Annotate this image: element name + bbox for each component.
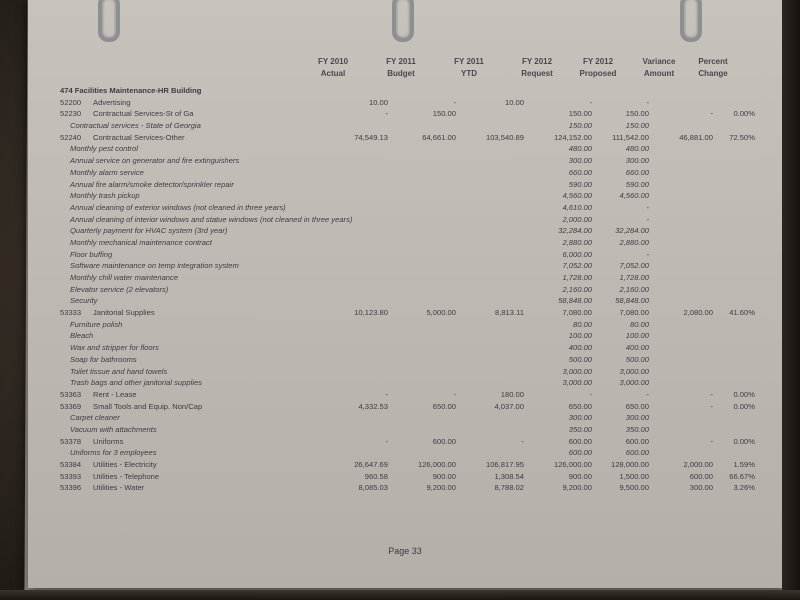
cell-request: 3,000.00 [562,378,592,388]
detail-row [28,203,782,215]
cell-proposed: 1,728.00 [619,273,649,282]
budget-page [28,0,782,588]
cell-proposed: 350.00 [625,424,649,434]
line-item-label: Soap for bathrooms [70,354,137,364]
detail-row [28,261,782,273]
line-item-label: Quarterly payment for HVAC system (3rd year) [70,226,228,236]
account-code: 52230 [60,109,82,119]
cell-request: 7,080.00 [562,308,592,318]
cell-percent: 66.67% [729,471,755,481]
line-item-label: Contractual Services-St of Ga [93,109,194,119]
detail-row [28,448,782,460]
cell-request: - [589,97,592,107]
cell-proposed: 300.00 [625,156,649,166]
account-code: 53363 [60,389,82,399]
detail-row [28,226,782,238]
line-item-label: Contractual Services-Other [93,132,185,142]
table-row [28,460,782,472]
detail-row [28,250,782,262]
line-item-label: Software maintenance on temp integration system [70,261,239,271]
line-item-label: Advertising [93,97,131,107]
cell-request: 900.00 [568,471,592,481]
cell-proposed: 80.00 [629,319,649,329]
detail-row [28,238,782,250]
cell-request: 300.00 [568,156,592,166]
cell-ytd: 4,037.00 [494,401,524,411]
cell-proposed: 480.00 [625,144,649,154]
section-header [28,86,782,98]
cell-request: 9,200.00 [562,483,592,493]
cell-request: 2,880.00 [562,237,592,247]
cell-proposed: 7,052.00 [619,261,649,271]
cell-request: 300.00 [568,413,592,423]
table-edge [0,590,800,600]
cell-budget: - [453,97,456,107]
cell-request: 2,000.00 [562,214,592,224]
cell-actual: 10,123.80 [354,308,388,318]
cell-proposed: 150.00 [625,109,649,119]
cell-percent: 0.00% [733,436,755,446]
line-item-label: Uniforms for 3 employees [70,448,157,458]
cell-proposed: 111,542.00 [612,132,649,142]
table-row [28,472,782,484]
cell-request: 7,052.00 [562,261,592,271]
line-item-label: Security [70,296,98,306]
cell-ytd: 10.00 [504,97,524,107]
cell-proposed: 150.00 [625,121,649,131]
cell-actual: 4,332.53 [358,401,388,411]
cell-proposed: - [646,214,649,224]
cell-actual: 960.58 [364,471,388,481]
cell-variance: - [710,401,713,411]
cell-proposed: 9,500.00 [619,483,649,493]
binder-ring-middle [392,0,414,42]
line-item-label: 474 Facilities Maintenance-HR Building [60,86,202,95]
detail-row [28,355,782,367]
header-fy2011-ytd: FY 2011 YTD [454,57,484,78]
detail-row [28,215,782,227]
line-item-label: Monthly mechanical maintenance contract [70,237,212,247]
cell-proposed: 3,000.00 [619,366,649,376]
cell-actual: - [385,109,388,119]
cell-ytd: 8,813.11 [495,308,524,318]
cell-request: 32,284.00 [558,226,592,236]
account-code: 52200 [60,97,82,107]
account-code: 53384 [60,460,82,469]
cell-percent: 0.00% [733,401,755,411]
cell-variance: 2,000.00 [683,460,713,469]
line-item-label: Elevator service (2 elevators) [70,284,169,294]
page-number: Page 33 [388,546,422,556]
detail-row [28,191,782,203]
line-item-label: Wax and stripper for floors [70,343,159,353]
cell-percent: 0.00% [733,109,755,119]
cell-proposed: 1,500.00 [619,471,649,481]
cell-proposed: 500.00 [625,354,649,364]
cell-actual: 26,647.69 [354,460,388,469]
cell-request: 6,000.00 [562,249,592,259]
detail-row [28,296,782,308]
line-item-label: Trash bags and other janitorial supplies [70,378,202,388]
table-row [28,390,782,402]
line-item-label: Monthly pest control [70,144,138,154]
cell-proposed: 2,880.00 [619,237,649,247]
line-item-label: Floor buffing [70,249,113,259]
cell-proposed: 660.00 [625,167,649,177]
cell-request: 150.00 [568,121,592,131]
line-item-label: Utilities - Telephone [93,471,160,481]
detail-row [28,285,782,297]
cell-budget: 64,661.00 [422,132,456,142]
cell-request: 80.00 [572,319,592,329]
cell-variance: - [710,109,713,119]
cell-request: 58,848.00 [558,296,592,306]
cell-budget: 650.00 [432,401,456,411]
cell-variance: 300.00 [689,483,713,493]
header-fy2012-request: FY 2012 Request [521,57,553,78]
cell-proposed: 400.00 [625,343,649,353]
account-code: 53393 [60,471,82,481]
line-item-label: Utilities - Electricity [93,460,157,469]
cell-budget: - [453,389,456,399]
table-row [28,483,782,495]
detail-row [28,180,782,192]
line-item-label: Carpet cleaner [70,413,120,423]
header-fy2010-actual: FY 2010 Actual [317,57,349,78]
detail-row [28,121,782,133]
cell-proposed: 3,000.00 [619,378,649,388]
cell-budget: 9,200.00 [426,483,456,493]
cell-request: 100.00 [568,331,592,341]
line-item-label: Vacuum with attachments [70,424,157,434]
header-variance-amount: Variance Amount [642,57,676,78]
cell-request: 126,000.00 [553,460,592,469]
cell-request: 400.00 [568,343,592,353]
line-item-label: Monthly alarm service [70,167,144,177]
account-code: 52240 [60,132,82,142]
cell-ytd: 180.00 [500,389,524,399]
cell-proposed: 590.00 [625,179,649,189]
detail-row [28,425,782,437]
binder-ring-right [680,0,702,42]
cell-percent: 3.26% [733,483,755,493]
cell-request: 660.00 [568,167,592,177]
line-item-label: Monthly trash pickup [70,191,140,201]
cell-proposed: - [646,97,649,107]
cell-proposed: 650.00 [625,401,649,411]
cell-budget: 900.00 [432,471,456,481]
cell-request: 600.00 [568,448,592,458]
cell-proposed: 600.00 [625,436,649,446]
header-percent-change: Percent Change [698,57,728,78]
account-code: 53396 [60,483,82,493]
cell-variance: - [710,389,713,399]
line-item-label: Rent - Lease [93,389,137,399]
cell-ytd: 1,308.54 [494,471,524,481]
cell-request: 480.00 [568,144,592,154]
cell-proposed: - [646,249,649,259]
budget-table [28,86,782,495]
cell-proposed: 100.00 [625,331,649,341]
line-item-label: Uniforms [93,436,124,446]
cell-ytd: 103,540.89 [485,132,524,142]
table-row [28,437,782,449]
line-item-label: Small Tools and Equip. Non/Cap [93,401,203,411]
line-item-label: Bleach [70,331,94,341]
line-item-label: Annual fire alarm/smoke detector/sprinkler repair [70,179,234,189]
detail-row [28,413,782,425]
cell-request: 350.00 [568,424,592,434]
cell-request: 500.00 [568,354,592,364]
cell-request: 1,728.00 [562,273,592,282]
cell-request: - [589,389,592,399]
account-code: 53333 [60,308,82,318]
detail-row [28,331,782,343]
detail-row [28,320,782,332]
cell-request: 2,160.00 [562,284,592,294]
line-item-label: Contractual services - State of Georgia [70,121,201,131]
detail-row [28,273,782,285]
cell-percent: 1.59% [733,460,755,469]
cell-request: 590.00 [568,179,592,189]
cell-proposed: 32,284.00 [615,226,649,236]
cell-proposed: 2,160.00 [619,284,649,294]
cell-proposed: 300.00 [625,413,649,423]
cell-actual: - [385,389,388,399]
cell-proposed: - [646,389,649,399]
cell-percent: 0.00% [733,389,755,399]
cell-ytd: 8,788.02 [494,483,524,493]
cell-budget: 126,000.00 [417,460,456,469]
header-fy2011-budget: FY 2011 Budget [386,57,416,78]
binder-ring-left [98,0,120,42]
detail-row [28,144,782,156]
cell-proposed: 7,080.00 [619,308,649,318]
cell-request: 600.00 [568,436,592,446]
cell-request: 124,152.00 [553,132,592,142]
detail-row [28,378,782,390]
line-item-label: Janitorial Supplies [93,308,155,318]
cell-budget: 5,000.00 [426,308,456,318]
cell-percent: 41.60% [729,308,755,318]
header-fy2012-proposed: FY 2012 Proposed [579,57,617,78]
cell-request: 650.00 [568,401,592,411]
cell-proposed: - [646,202,649,212]
cell-request: 4,610.00 [562,202,592,212]
cell-ytd: - [521,436,524,446]
cell-variance: 46,881.00 [679,132,713,142]
account-code: 53369 [60,401,82,411]
table-row [28,109,782,121]
cell-budget: 150.00 [432,109,456,119]
binder-edge [782,0,800,600]
cell-ytd: 106,817.95 [485,460,524,469]
cell-variance: - [710,436,713,446]
detail-row [28,156,782,168]
table-row [28,308,782,320]
account-code: 53378 [60,436,82,446]
cell-request: 3,000.00 [562,366,592,376]
cell-proposed: 128,000.00 [610,460,649,469]
detail-row [28,343,782,355]
line-item-label: Furniture polish [70,319,123,329]
line-item-label: Monthly chill water maintenance [70,273,179,282]
detail-row [28,367,782,379]
cell-actual: 74,549.13 [354,132,388,142]
table-row [28,402,782,414]
cell-variance: 2,080.00 [683,308,713,318]
cell-actual: - [385,436,388,446]
line-item-label: Annual cleaning of interior windows and statue windows (not cleaned in three years) [70,214,353,224]
line-item-label: Toilet tissue and hand towels [70,366,168,376]
detail-row [28,168,782,180]
cell-request: 4,560.00 [562,191,592,201]
line-item-label: Annual service on generator and fire extinguishers [70,156,240,166]
cell-variance: 600.00 [689,471,713,481]
cell-proposed: 58,848.00 [615,296,649,306]
cell-proposed: 4,560.00 [619,191,649,201]
cell-percent: 72.50% [729,132,755,142]
cell-actual: 10.00 [368,97,388,107]
cell-request: 150.00 [568,109,592,119]
cell-budget: 600.00 [432,436,456,446]
table-row [28,98,782,110]
line-item-label: Annual cleaning of exterior windows (not cleaned in three years) [70,202,286,212]
cell-proposed: 600.00 [625,448,649,458]
line-item-label: Utilities - Water [93,483,145,493]
cell-actual: 8,085.03 [358,483,388,493]
table-row [28,133,782,145]
